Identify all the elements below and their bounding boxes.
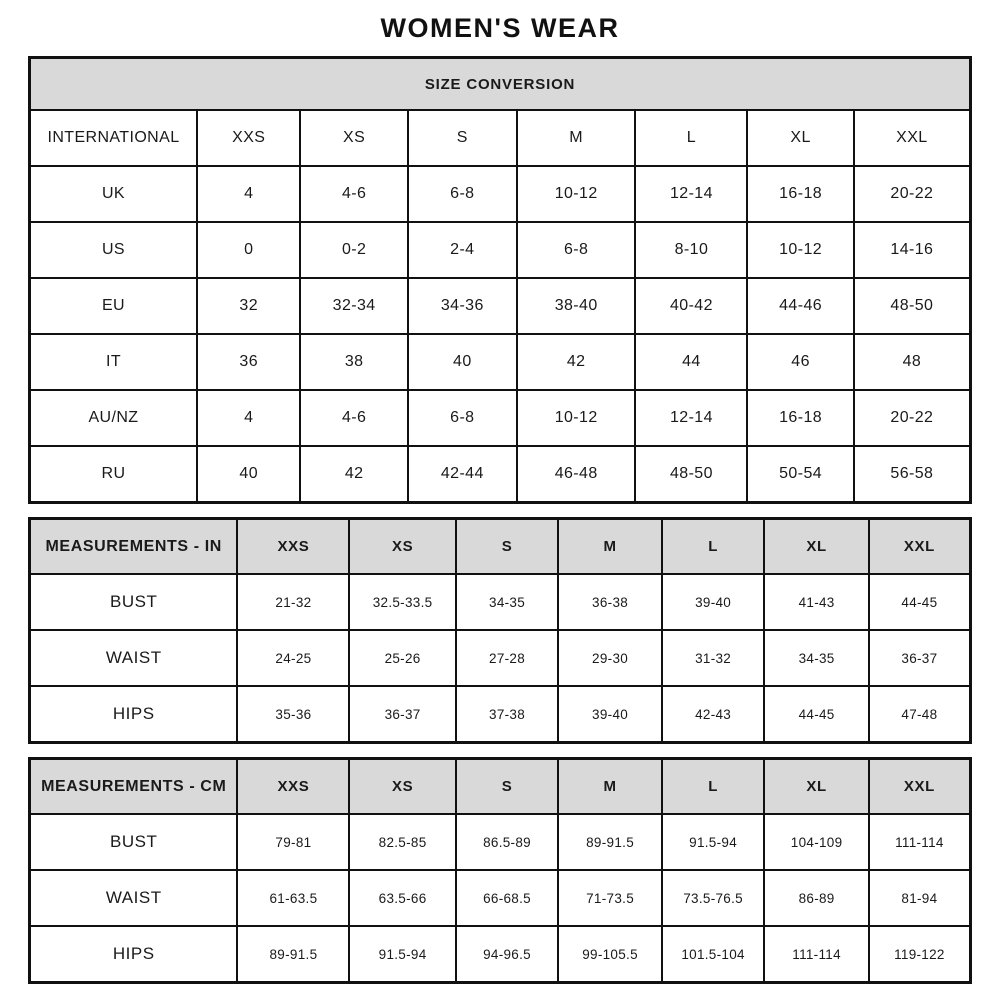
region-label: US: [30, 222, 197, 278]
measurement-value-cell: 35-36: [237, 686, 349, 743]
measurement-value-cell: 36-37: [869, 630, 971, 686]
measurement-value-cell: 111-114: [869, 814, 971, 870]
size-value-cell: 12-14: [635, 166, 747, 222]
measurements-in-header-row: [30, 519, 971, 575]
size-value-cell: 46-48: [517, 446, 636, 503]
measurement-value-cell: 42-43: [662, 686, 765, 743]
size-value-cell: 48-50: [635, 446, 747, 503]
size-column-header: M: [558, 519, 662, 575]
size-value-cell: 10-12: [747, 222, 853, 278]
size-value-cell: 10-12: [517, 166, 636, 222]
measurement-value-cell: 66-68.5: [456, 870, 559, 926]
conversion-size-header: XXS: [197, 110, 301, 166]
size-value-cell: 6-8: [517, 222, 636, 278]
region-label: RU: [30, 446, 197, 503]
size-value-cell: 6-8: [408, 390, 517, 446]
size-conversion-title: SIZE CONVERSION: [30, 58, 971, 111]
size-conversion-table: [28, 56, 972, 504]
measurement-value-cell: 86.5-89: [456, 814, 559, 870]
size-conversion-header-row: [30, 110, 971, 166]
conversion-size-header: S: [408, 110, 517, 166]
size-chart-page: [28, 0, 972, 984]
measurement-value-cell: 31-32: [662, 630, 765, 686]
table-row: [30, 574, 971, 630]
size-value-cell: 46: [747, 334, 853, 390]
measurement-value-cell: 99-105.5: [558, 926, 662, 983]
size-value-cell: 20-22: [854, 166, 971, 222]
measurement-label: BUST: [30, 574, 238, 630]
size-value-cell: 42: [517, 334, 636, 390]
conversion-size-header: M: [517, 110, 636, 166]
table-row: [30, 446, 971, 503]
measurement-value-cell: 79-81: [237, 814, 349, 870]
size-value-cell: 0: [197, 222, 301, 278]
region-label: IT: [30, 334, 197, 390]
measurement-value-cell: 91.5-94: [349, 926, 455, 983]
measurement-value-cell: 41-43: [764, 574, 868, 630]
measurements-cm-table: [28, 757, 972, 984]
size-value-cell: 16-18: [747, 390, 853, 446]
size-value-cell: 38-40: [517, 278, 636, 334]
size-column-header: XL: [764, 519, 868, 575]
conversion-size-header: L: [635, 110, 747, 166]
size-column-header: XXS: [237, 759, 349, 815]
size-value-cell: 20-22: [854, 390, 971, 446]
region-label: AU/NZ: [30, 390, 197, 446]
measurement-value-cell: 36-37: [349, 686, 455, 743]
size-value-cell: 12-14: [635, 390, 747, 446]
size-column-header: XS: [349, 759, 455, 815]
table-row: [30, 686, 971, 743]
measurements-cm-header-row: [30, 759, 971, 815]
measurements-title: MEASUREMENTS - CM: [30, 759, 238, 815]
size-value-cell: 56-58: [854, 446, 971, 503]
size-value-cell: 2-4: [408, 222, 517, 278]
size-column-header: XS: [349, 519, 455, 575]
size-value-cell: 0-2: [300, 222, 407, 278]
measurement-value-cell: 37-38: [456, 686, 559, 743]
measurement-label: HIPS: [30, 686, 238, 743]
table-row: [30, 630, 971, 686]
size-value-cell: 32-34: [300, 278, 407, 334]
measurement-value-cell: 39-40: [558, 686, 662, 743]
size-value-cell: 32: [197, 278, 301, 334]
table-row: [30, 334, 971, 390]
measurement-value-cell: 34-35: [764, 630, 868, 686]
measurement-value-cell: 36-38: [558, 574, 662, 630]
size-value-cell: 6-8: [408, 166, 517, 222]
size-value-cell: 50-54: [747, 446, 853, 503]
measurement-value-cell: 34-35: [456, 574, 559, 630]
page-title: WOMEN'S WEAR: [380, 13, 620, 43]
measurement-value-cell: 71-73.5: [558, 870, 662, 926]
size-value-cell: 48-50: [854, 278, 971, 334]
measurement-label: WAIST: [30, 870, 238, 926]
table-row: [30, 166, 971, 222]
size-column-header: XXL: [869, 519, 971, 575]
size-value-cell: 44: [635, 334, 747, 390]
measurement-value-cell: 81-94: [869, 870, 971, 926]
measurements-title: MEASUREMENTS - IN: [30, 519, 238, 575]
size-column-header: L: [662, 519, 765, 575]
size-column-header: XXL: [869, 759, 971, 815]
measurement-value-cell: 27-28: [456, 630, 559, 686]
measurement-value-cell: 44-45: [764, 686, 868, 743]
size-conversion-title-row: [30, 58, 971, 111]
size-value-cell: 40-42: [635, 278, 747, 334]
measurement-value-cell: 82.5-85: [349, 814, 455, 870]
conversion-size-header: XXL: [854, 110, 971, 166]
size-value-cell: 48: [854, 334, 971, 390]
size-value-cell: 4-6: [300, 390, 407, 446]
size-value-cell: 10-12: [517, 390, 636, 446]
size-column-header: M: [558, 759, 662, 815]
measurement-value-cell: 104-109: [764, 814, 868, 870]
measurement-value-cell: 119-122: [869, 926, 971, 983]
size-value-cell: 36: [197, 334, 301, 390]
table-row: [30, 222, 971, 278]
size-value-cell: 40: [408, 334, 517, 390]
region-label: UK: [30, 166, 197, 222]
table-row: [30, 278, 971, 334]
size-value-cell: 4-6: [300, 166, 407, 222]
size-value-cell: 42-44: [408, 446, 517, 503]
table-row: [30, 926, 971, 983]
size-value-cell: 14-16: [854, 222, 971, 278]
table-row: [30, 390, 971, 446]
size-column-header: L: [662, 759, 765, 815]
size-column-header: XXS: [237, 519, 349, 575]
measurement-value-cell: 21-32: [237, 574, 349, 630]
size-value-cell: 34-36: [408, 278, 517, 334]
measurement-value-cell: 73.5-76.5: [662, 870, 765, 926]
size-column-header: S: [456, 519, 559, 575]
measurements-in-table: [28, 517, 972, 744]
conversion-header-label: INTERNATIONAL: [30, 110, 197, 166]
measurement-value-cell: 61-63.5: [237, 870, 349, 926]
size-value-cell: 44-46: [747, 278, 853, 334]
conversion-size-header: XS: [300, 110, 407, 166]
measurement-label: HIPS: [30, 926, 238, 983]
measurement-value-cell: 44-45: [869, 574, 971, 630]
measurement-value-cell: 25-26: [349, 630, 455, 686]
measurement-value-cell: 101.5-104: [662, 926, 765, 983]
size-column-header: XL: [764, 759, 868, 815]
size-value-cell: 16-18: [747, 166, 853, 222]
measurement-label: WAIST: [30, 630, 238, 686]
size-value-cell: 40: [197, 446, 301, 503]
table-row: [30, 814, 971, 870]
measurement-value-cell: 89-91.5: [237, 926, 349, 983]
size-value-cell: 42: [300, 446, 407, 503]
size-value-cell: 4: [197, 390, 301, 446]
conversion-size-header: XL: [747, 110, 853, 166]
measurement-value-cell: 89-91.5: [558, 814, 662, 870]
measurement-value-cell: 111-114: [764, 926, 868, 983]
measurement-value-cell: 63.5-66: [349, 870, 455, 926]
measurement-label: BUST: [30, 814, 238, 870]
region-label: EU: [30, 278, 197, 334]
measurement-value-cell: 47-48: [869, 686, 971, 743]
measurement-value-cell: 86-89: [764, 870, 868, 926]
size-value-cell: 4: [197, 166, 301, 222]
measurement-value-cell: 32.5-33.5: [349, 574, 455, 630]
measurement-value-cell: 39-40: [662, 574, 765, 630]
size-value-cell: 38: [300, 334, 407, 390]
table-row: [30, 870, 971, 926]
size-value-cell: 8-10: [635, 222, 747, 278]
measurement-value-cell: 24-25: [237, 630, 349, 686]
measurement-value-cell: 29-30: [558, 630, 662, 686]
measurement-value-cell: 94-96.5: [456, 926, 559, 983]
measurement-value-cell: 91.5-94: [662, 814, 765, 870]
size-column-header: S: [456, 759, 559, 815]
